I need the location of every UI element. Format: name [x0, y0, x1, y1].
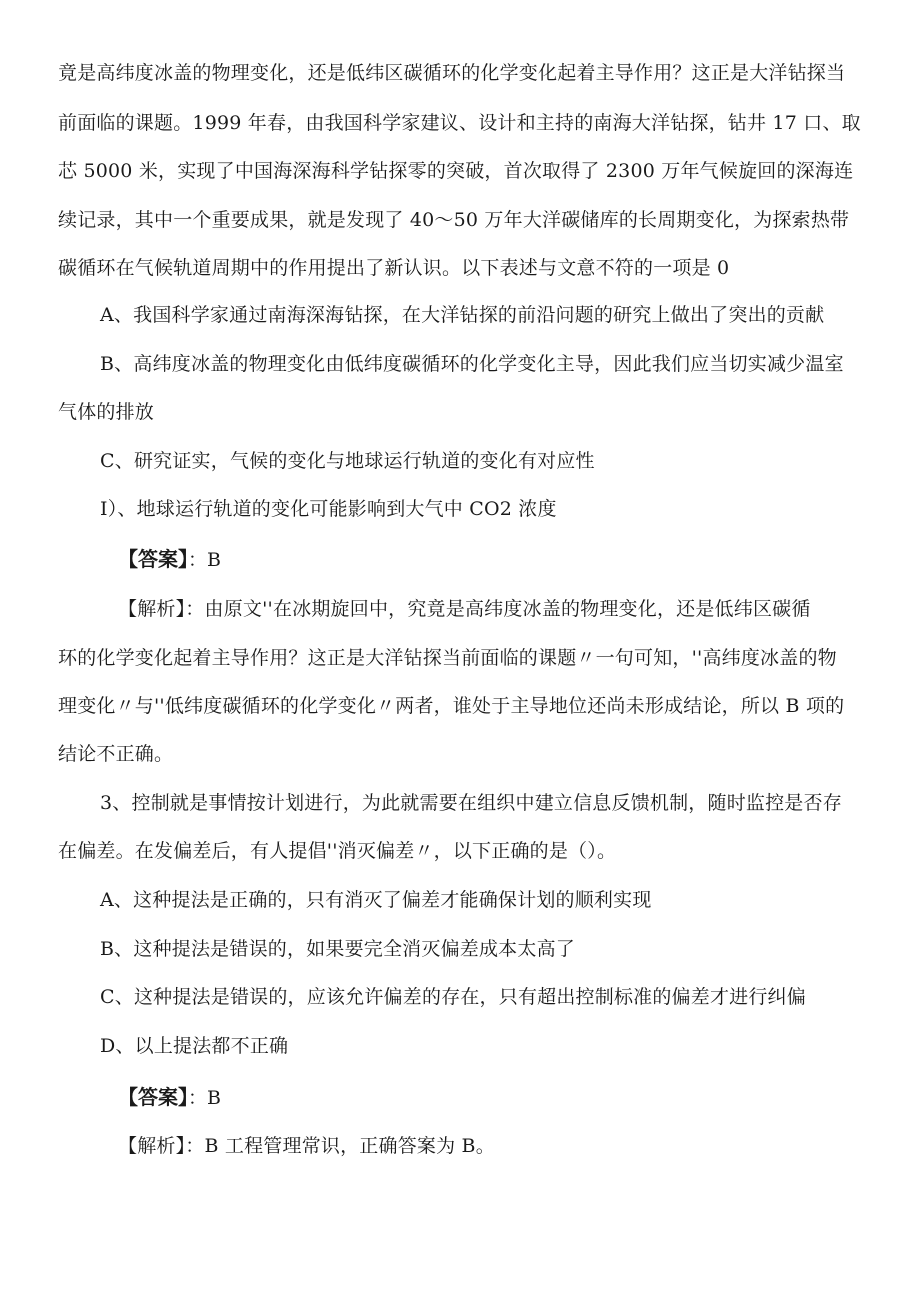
q2-option-c: C、研究证实，气候的变化与地球运行轨道的变化有对应性: [100, 450, 595, 472]
q3-answer: [118, 1084, 221, 1111]
q2-analysis-line: 【解析】：由原文''在冰期旋回中，究竟是高纬度冰盖的物理变化，还是低纬区碳循: [118, 598, 811, 620]
q2-stem-line: 前面临的课题。1999 年春，由我国科学家建议、设计和主持的南海大洋钻探，钻井 17 口、取: [58, 112, 861, 134]
q2-analysis-line: 环的化学变化起着主导作用？这正是大洋钻探当前面临的课题〃一句可知，''高纬度冰盖的物: [58, 647, 837, 669]
q2-answer-value: ：B: [188, 549, 221, 571]
q2-option-b-cont: 气体的排放: [58, 401, 155, 423]
q3-option-a: A、这种提法是正确的，只有消灭了偏差才能确保计划的顺利实现: [100, 889, 652, 911]
q2-analysis-line: 理变化〃与''低纬度碳循环的化学变化〃两者，谁处于主导地位还尚未形成结论，所以 B 项的: [58, 695, 845, 717]
q2-stem-line: 续记录，其中一个重要成果，就是发现了 40～50 万年大洋碳储库的长周期变化，为探索热带: [58, 209, 850, 231]
q3-stem-line: 3、控制就是事情按计划进行，为此就需要在组织中建立信息反馈机制，随时监控是否存: [100, 792, 842, 814]
q2-option-b: B、高纬度冰盖的物理变化由低纬度碳循环的化学变化主导，因此我们应当切实减少温室: [100, 353, 844, 375]
q2-answer: [118, 546, 221, 573]
q3-option-b: B、这种提法是错误的，如果要完全消灭偏差成本太高了: [100, 938, 575, 960]
q2-answer-label: 【答案】: [118, 547, 188, 571]
q3-answer-label: 【答案】: [118, 1085, 188, 1109]
q2-stem-line: 竟是高纬度冰盖的物理变化，还是低纬区碳循环的化学变化起着主导作用？这正是大洋钻探当: [58, 62, 846, 84]
q3-answer-value: ：B: [188, 1087, 221, 1109]
q2-analysis-line: 结论不正确。: [58, 743, 174, 765]
q3-option-d: D、以上提法都不正确: [100, 1035, 289, 1057]
q2-option-a: A、我国科学家通过南海深海钻探，在大洋钻探的前沿问题的研究上做出了突出的贡献: [100, 304, 825, 326]
q3-analysis-line: 【解析】：B 工程管理常识，正确答案为 B。: [118, 1135, 495, 1157]
q2-stem-line: 碳循环在气候轨道周期中的作用提出了新认识。以下表述与文意不符的一项是 0: [58, 257, 730, 279]
q3-stem-line: 在偏差。在发偏差后，有人提倡''消灭偏差〃，以下正确的是（）。: [58, 840, 617, 862]
q3-option-c: C、这种提法是错误的，应该允许偏差的存在，只有超出控制标准的偏差才进行纠偏: [100, 986, 806, 1008]
q2-option-d: I）、地球运行轨道的变化可能影响到大气中 CO2 浓度: [100, 498, 557, 520]
q2-stem-line: 芯 5000 米，实现了中国海深海科学钻探零的突破，首次取得了 2300 万年气候旋回的深海连: [58, 160, 854, 182]
